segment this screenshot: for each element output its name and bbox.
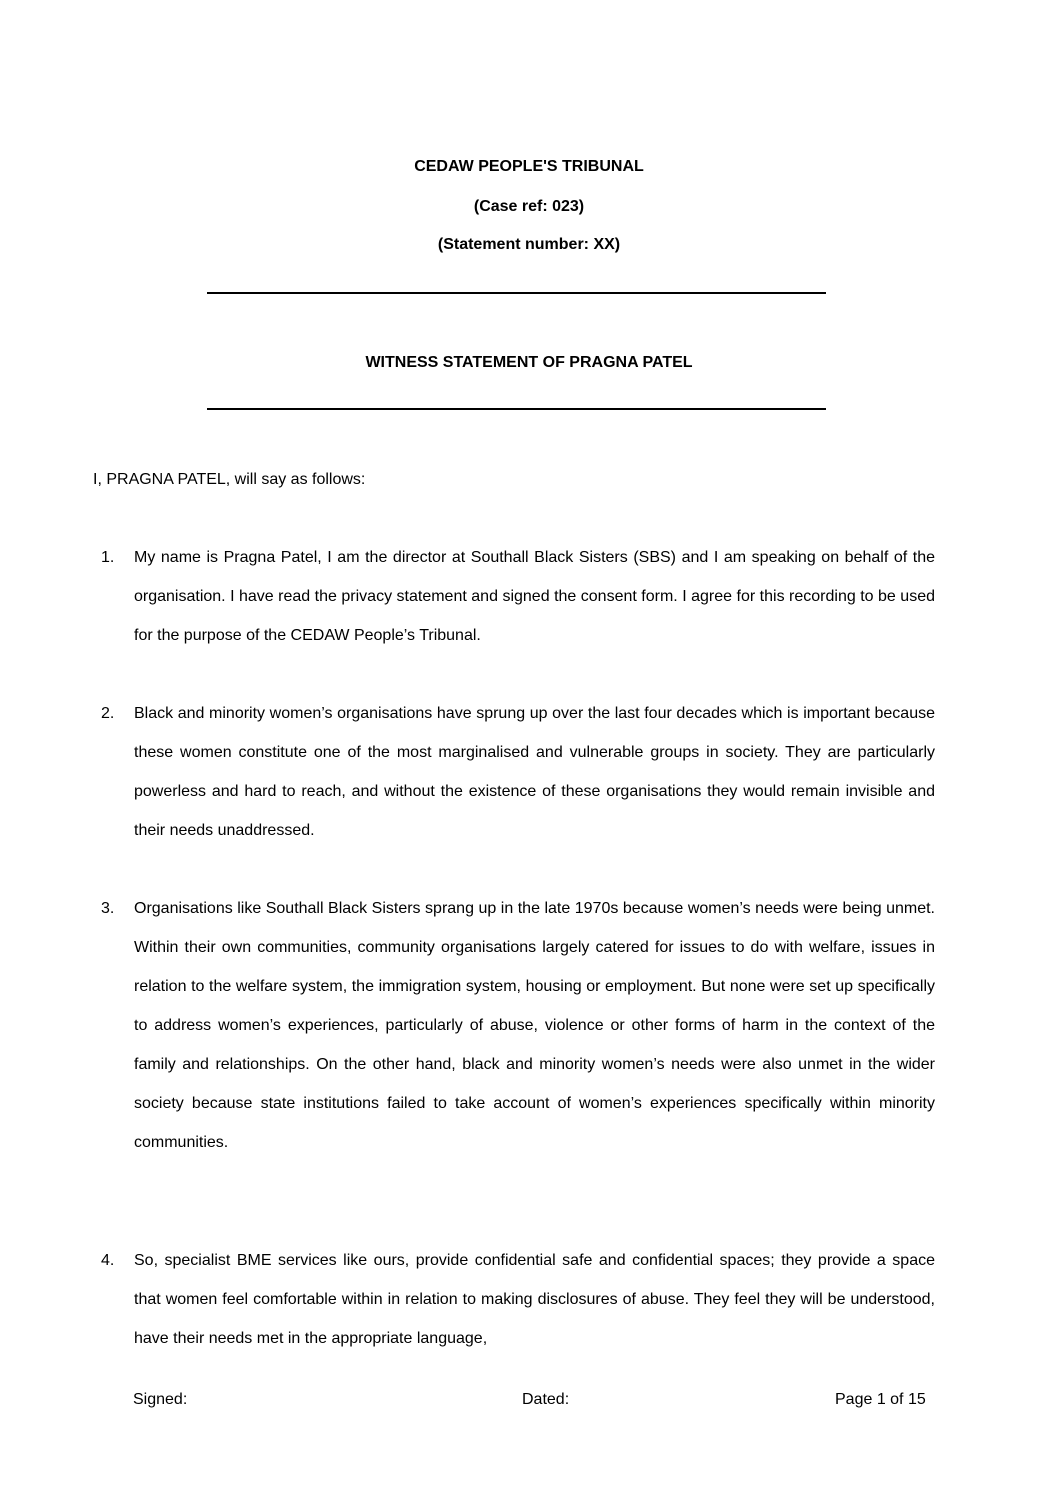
paragraph-text: So, specialist BME services like ours, provide confidential safe and confidential spaces; they provide a space that women feel comfortable within in relation to making disclosures of abuse. They feel they will be understood, have their needs met in the appropriate language,: [134, 1252, 935, 1347]
paragraph-number: 4.: [101, 1252, 115, 1269]
paragraph-4: [93, 1241, 935, 1358]
footer-signed: Signed:: [133, 1391, 188, 1408]
bottom-divider: [207, 408, 826, 410]
statement-number: (Statement number: XX): [437, 236, 621, 253]
paragraph-number: 2.: [101, 705, 115, 722]
case-reference: (Case ref: 023): [473, 198, 585, 215]
paragraph-1: [93, 538, 935, 655]
paragraph-text: My name is Pragna Patel, I am the director at Southall Black Sisters (SBS) and I am speaking on behalf of the organisation. I have read the privacy statement and signed the consent form. I agree for this recording to be used for the purpose of the CEDAW People’s Tribunal.: [134, 549, 935, 644]
paragraph-2: [93, 694, 935, 850]
paragraph-text: Organisations like Southall Black Sisters sprang up in the late 1970s because women’s needs were being unmet. Within their own communities, community organisations largely catered for issues to do with welfare, issues in relation to the welfare system, the immigration system, housing or employment. But none were set up specifically to address women’s experiences, particularly of abuse, violence or other forms of harm in the context of the family and relationships. On the other hand, black and minority women’s needs were also unmet in the wider society because state institutions failed to take account of women’s experiences specifically within minority communities.: [134, 900, 935, 1151]
tribunal-title: CEDAW PEOPLE'S TRIBUNAL: [414, 158, 644, 175]
top-divider: [207, 292, 826, 294]
paragraph-number: 1.: [101, 549, 115, 566]
footer-dated: Dated:: [522, 1391, 570, 1408]
statement-title: WITNESS STATEMENT OF PRAGNA PATEL: [365, 354, 693, 371]
paragraph-text: Black and minority women’s organisations have sprung up over the last four decades which is important because these women constitute one of the most marginalised and vulnerable groups in society. They are particularly powerless and hard to reach, and without the existence of these organisations they would remain invisible and their needs unaddressed.: [134, 705, 935, 839]
paragraph-3: [93, 889, 935, 1162]
footer-page-number: Page 1 of 15: [835, 1391, 926, 1408]
intro-line: I, PRAGNA PATEL, will say as follows:: [93, 471, 366, 488]
paragraph-number: 3.: [101, 900, 115, 917]
